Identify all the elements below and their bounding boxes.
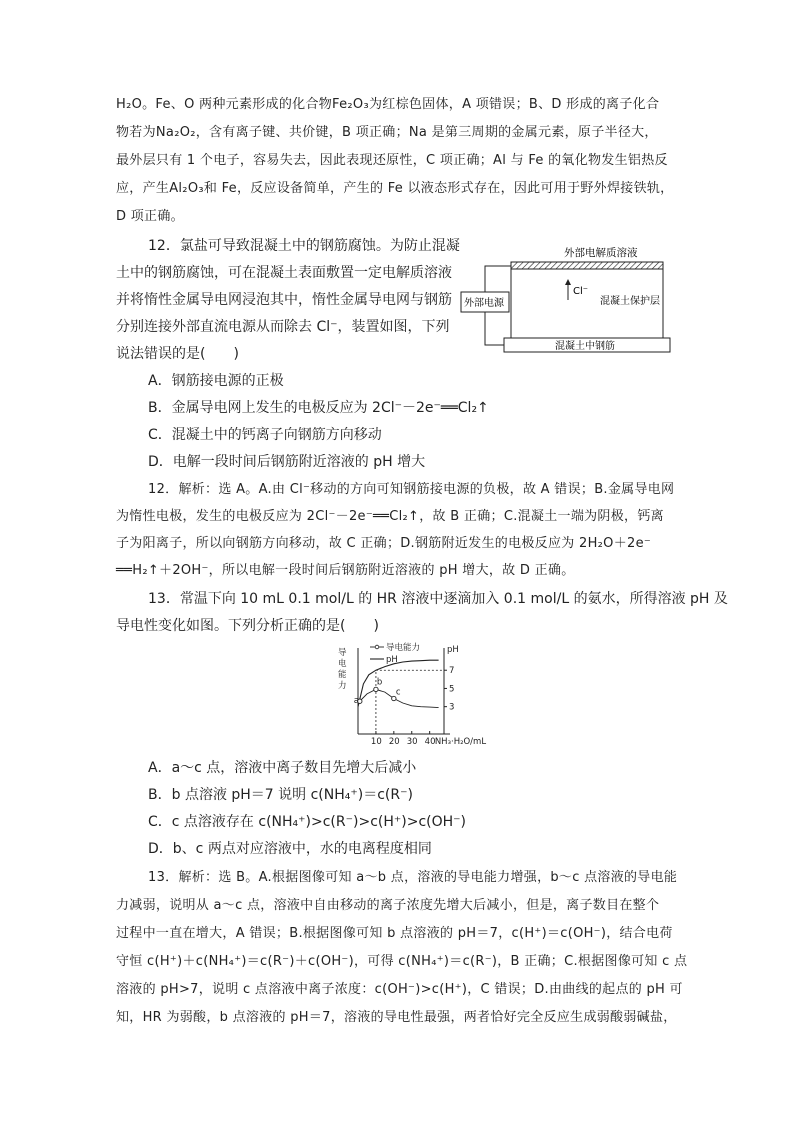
text-line: D 项正确。: [116, 209, 184, 224]
q13-option-a: A．a～c 点，溶液中离子数目先增大后减小: [148, 760, 417, 776]
electrolyte-layer: [511, 262, 663, 269]
q12-explanation-line: 子为阳离子，所以向钢筋方向移动，故 C 正确；D.钢筋附近发生的电极反应为 2H₂O＋2e⁻: [116, 536, 652, 551]
y-axis-left-label-char: 导: [338, 648, 347, 658]
point-label-b: b: [376, 677, 383, 688]
label-concrete-layer: 混凝土保护层: [600, 296, 660, 307]
q12-apparatus-diagram: [458, 242, 673, 357]
q13-stem-line: 13．常温下向 10 mL 0.1 mol/L 的 HR 溶液中逐滴加入 0.1 mol/L 的氨水，所得溶液 pH 及: [148, 591, 728, 607]
q13-chart: [334, 640, 494, 750]
x-tick-label: 40: [424, 737, 436, 747]
label-external-electrolyte: 外部电解质溶液: [564, 247, 638, 259]
q12-explanation-line: ══H₂↑＋2OH⁻，所以电解一段时间后钢筋附近溶液的 pH 增大，故 D 正确。: [116, 563, 575, 578]
y-axis-left-label-char: 电: [338, 659, 347, 669]
q13-option-c: C．c 点溶液存在 c(NH₄⁺)>c(R⁻)>c(H⁺)>c(OH⁻): [148, 814, 467, 830]
x-tick-label: 30: [406, 737, 418, 747]
q13-stem-line: 导电性变化如图。下列分析正确的是( ): [116, 618, 379, 634]
x-tick-label: 20: [388, 737, 400, 747]
legend-label-ph: pH: [386, 655, 398, 665]
y-axis-right-label: pH: [447, 645, 459, 655]
q12-option-b: B．金属导电网上发生的电极反应为 2Cl⁻－2e⁻══Cl₂↑: [148, 400, 489, 416]
q12-explanation-line: 为惰性电极，发生的电极反应为 2Cl⁻－2e⁻══Cl₂↑，故 B 正确；C.混凝土一端为阴极，钙离: [116, 509, 664, 524]
x-tick-label: 10: [370, 737, 382, 747]
q12-stem-line: 土中的钢筋腐蚀，可在混凝土表面敷置一定电解质溶液: [116, 265, 452, 281]
series-line-ph: [358, 660, 439, 707]
q13-explanation-line: 过程中一直在增大，A 错误；B.根据图像可知 b 点溶液的 pH＝7，c(H⁺)＝c(OH⁻)，结合电荷: [116, 926, 673, 941]
q12-stem-line: 说法错误的是( ): [116, 346, 239, 362]
y-axis-left-label-char: 力: [338, 681, 347, 691]
q12-stem-line: 分别连接外部直流电源从而除去 Cl⁻，装置如图，下列: [116, 319, 450, 335]
label-cl-ion: Cl⁻: [573, 286, 589, 297]
q13-explanation-line: 力减弱，说明从 a～c 点，溶液中自由移动的离子浓度先增大后减小，但是，离子数目在整个: [116, 898, 660, 913]
q13-explanation-line: 知，HR 为弱酸，b 点溶液的 pH＝7，溶液的导电性最强，两者恰好完全反应生成弱酸弱碱盐，: [116, 1010, 677, 1025]
text-line: 应，产生Al₂O₃和 Fe，反应设备简单，产生的 Fe 以液态形式存在，因此可用于野外焊接铁轨，: [116, 181, 674, 196]
q13-option-b: B．b 点溶液 pH＝7 说明 c(NH₄⁺)＝c(R⁻): [148, 787, 413, 803]
text-line: H₂O。Fe、O 两种元素形成的化合物Fe₂O₃为红棕色固体，A 项错误；B、D 形成的离子化合: [116, 97, 660, 112]
q12-stem-line: 12．氯盐可导致混凝土中的钢筋腐蚀。为防止混凝: [148, 238, 460, 254]
q12-option-c: C．混凝土中的钙离子向钢筋方向移动: [148, 427, 382, 443]
y-tick-label: 7: [449, 666, 455, 677]
point-b: [374, 687, 378, 691]
y-axis-left-label-char: 能: [338, 670, 347, 680]
q13-option-d: D．b、c 两点对应溶液中，水的电离程度相同: [148, 841, 432, 857]
q13-explanation-line: 13．解析：选 B。A.根据图像可知 a～b 点，溶液的导电能力增强，b～c 点溶液的导电能: [148, 870, 678, 885]
text-line: 最外层只有 1 个电子，容易失去，因此表现还原性，C 项正确；Al 与 Fe 的氧化物发生铝热反: [116, 153, 668, 168]
point-label-a: a: [353, 696, 360, 707]
point-label-c: c: [395, 687, 401, 698]
x-axis-label: NH₃·H₂O/mL: [434, 737, 487, 747]
q12-explanation-line: 12．解析：选 A。A.由 Cl⁻移动的方向可知钢筋接电源的负极，故 A 错误；B.金属导电网: [148, 482, 675, 497]
q12-option-d: D．电解一段时间后钢筋附近溶液的 pH 增大: [148, 454, 426, 470]
y-tick-label: 3: [449, 702, 455, 713]
q13-explanation-line: 守恒 c(H⁺)＋c(NH₄⁺)＝c(R⁻)＋c(OH⁻)，可得 c(NH₄⁺)＝c(R⁻)，B 正确；C.根据图像可知 c 点: [116, 954, 688, 969]
label-external-power: 外部电源: [464, 298, 504, 309]
legend-marker-conductivity: [375, 645, 379, 649]
q12-option-a: A．钢筋接电源的正极: [148, 373, 284, 389]
q13-explanation-line: 溶液的 pH>7，说明 c 点溶液中离子浓度：c(OH⁻)>c(H⁺)，C 错误；D.由曲线的起点的 pH 可: [116, 982, 683, 997]
y-tick-label: 5: [449, 684, 455, 695]
q12-stem-line: 并将惰性金属导电网浸泡其中，惰性金属导电网与钢筋: [116, 292, 452, 308]
legend-label-conductivity: 导电能力: [386, 643, 421, 653]
text-line: 物若为Na₂O₂，含有离子键、共价键，B 项正确；Na 是第三周期的金属元素，原子半径大，: [116, 125, 658, 140]
label-steel-bar: 混凝土中钢筋: [555, 341, 615, 352]
